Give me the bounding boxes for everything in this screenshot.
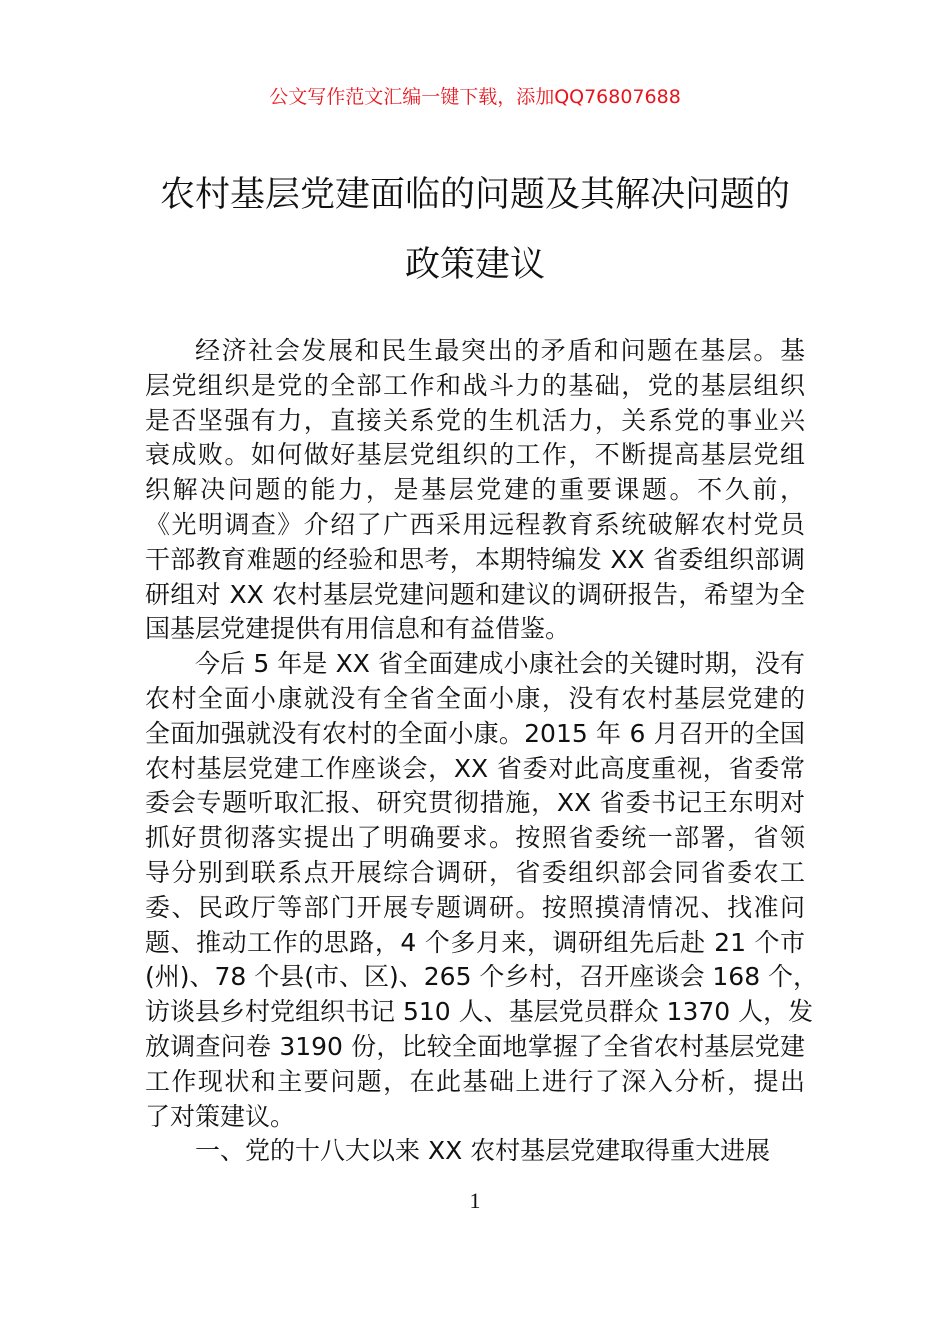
text-line: 工作现状和主要问题，在此基础上进行了深入分析，提出 bbox=[145, 1066, 805, 1096]
text-line: 了对策建议。 bbox=[145, 1101, 296, 1131]
text-line: 国基层党建提供有用信息和有益借鉴。 bbox=[145, 614, 571, 644]
paragraph-2 bbox=[145, 647, 819, 1134]
text-line: 访谈县乡村党组织书记 510 人、基层党员群众 1370 人，发 bbox=[145, 997, 814, 1027]
text-line: 今后 5 年是 XX 省全面建成小康社会的关键时期，没有 bbox=[195, 649, 805, 679]
document-title-line-2: 政策建议 bbox=[404, 245, 545, 285]
watermark-header: 公文写作范文汇编一键下载，添加QQ76807688 bbox=[269, 86, 681, 108]
document-body bbox=[145, 334, 819, 1169]
text-line: 题、推动工作的思路，4 个多月来，调研组先后赴 21 个市 bbox=[145, 927, 805, 957]
text-line: 全面加强就没有农村的全面小康。2015 年 6 月召开的全国 bbox=[145, 718, 805, 748]
text-line: 衰成败。如何做好基层党组织的工作，不断提高基层党组 bbox=[145, 440, 805, 470]
text-line: 研组对 XX 农村基层党建问题和建议的调研报告，希望为全 bbox=[145, 579, 805, 609]
text-line: 经济社会发展和民生最突出的矛盾和问题在基层。基 bbox=[195, 336, 805, 365]
text-line: 委、民政厅等部门开展专题调研。按照摸清情况、找准问 bbox=[145, 892, 805, 922]
paragraph-1 bbox=[145, 334, 805, 647]
text-line: 织解决问题的能力，是基层党建的重要课题。不久前， bbox=[145, 475, 805, 505]
document-title-line-1: 农村基层党建面临的问题及其解决问题的 bbox=[159, 175, 790, 215]
text-line: 抓好贯彻落实提出了明确要求。按照省委统一部署，省领 bbox=[145, 823, 805, 853]
page-number: 1 bbox=[469, 1188, 481, 1213]
text-line: 干部教育难题的经验和思考，本期特编发 XX 省委组织部调 bbox=[145, 544, 805, 574]
text-line: 农村基层党建工作座谈会，XX 省委对此高度重视，省委常 bbox=[145, 753, 805, 783]
text-line: 导分别到联系点开展综合调研，省委组织部会同省委农工 bbox=[145, 857, 805, 887]
section-heading: 一、党的十八大以来 XX 农村基层党建取得重大进展 bbox=[195, 1136, 771, 1166]
text-line: 放调查问卷 3190 份，比较全面地掌握了全省农村基层党建 bbox=[145, 1031, 805, 1061]
text-line: 是否坚强有力，直接关系党的生机活力，关系党的事业兴 bbox=[145, 405, 805, 435]
text-line: 层党组织是党的全部工作和战斗力的基础，党的基层组织 bbox=[145, 370, 805, 400]
text-line: 委会专题听取汇报、研究贯彻措施，XX 省委书记王东明对 bbox=[145, 788, 805, 818]
text-line: 农村全面小康就没有全省全面小康，没有农村基层党建的 bbox=[145, 683, 805, 713]
text-line: (州)、78 个县(市、区)、265 个乡村，召开座谈会 168 个， bbox=[145, 962, 819, 992]
text-line: 《光明调查》介绍了广西采用远程教育系统破解农村党员 bbox=[145, 509, 805, 539]
